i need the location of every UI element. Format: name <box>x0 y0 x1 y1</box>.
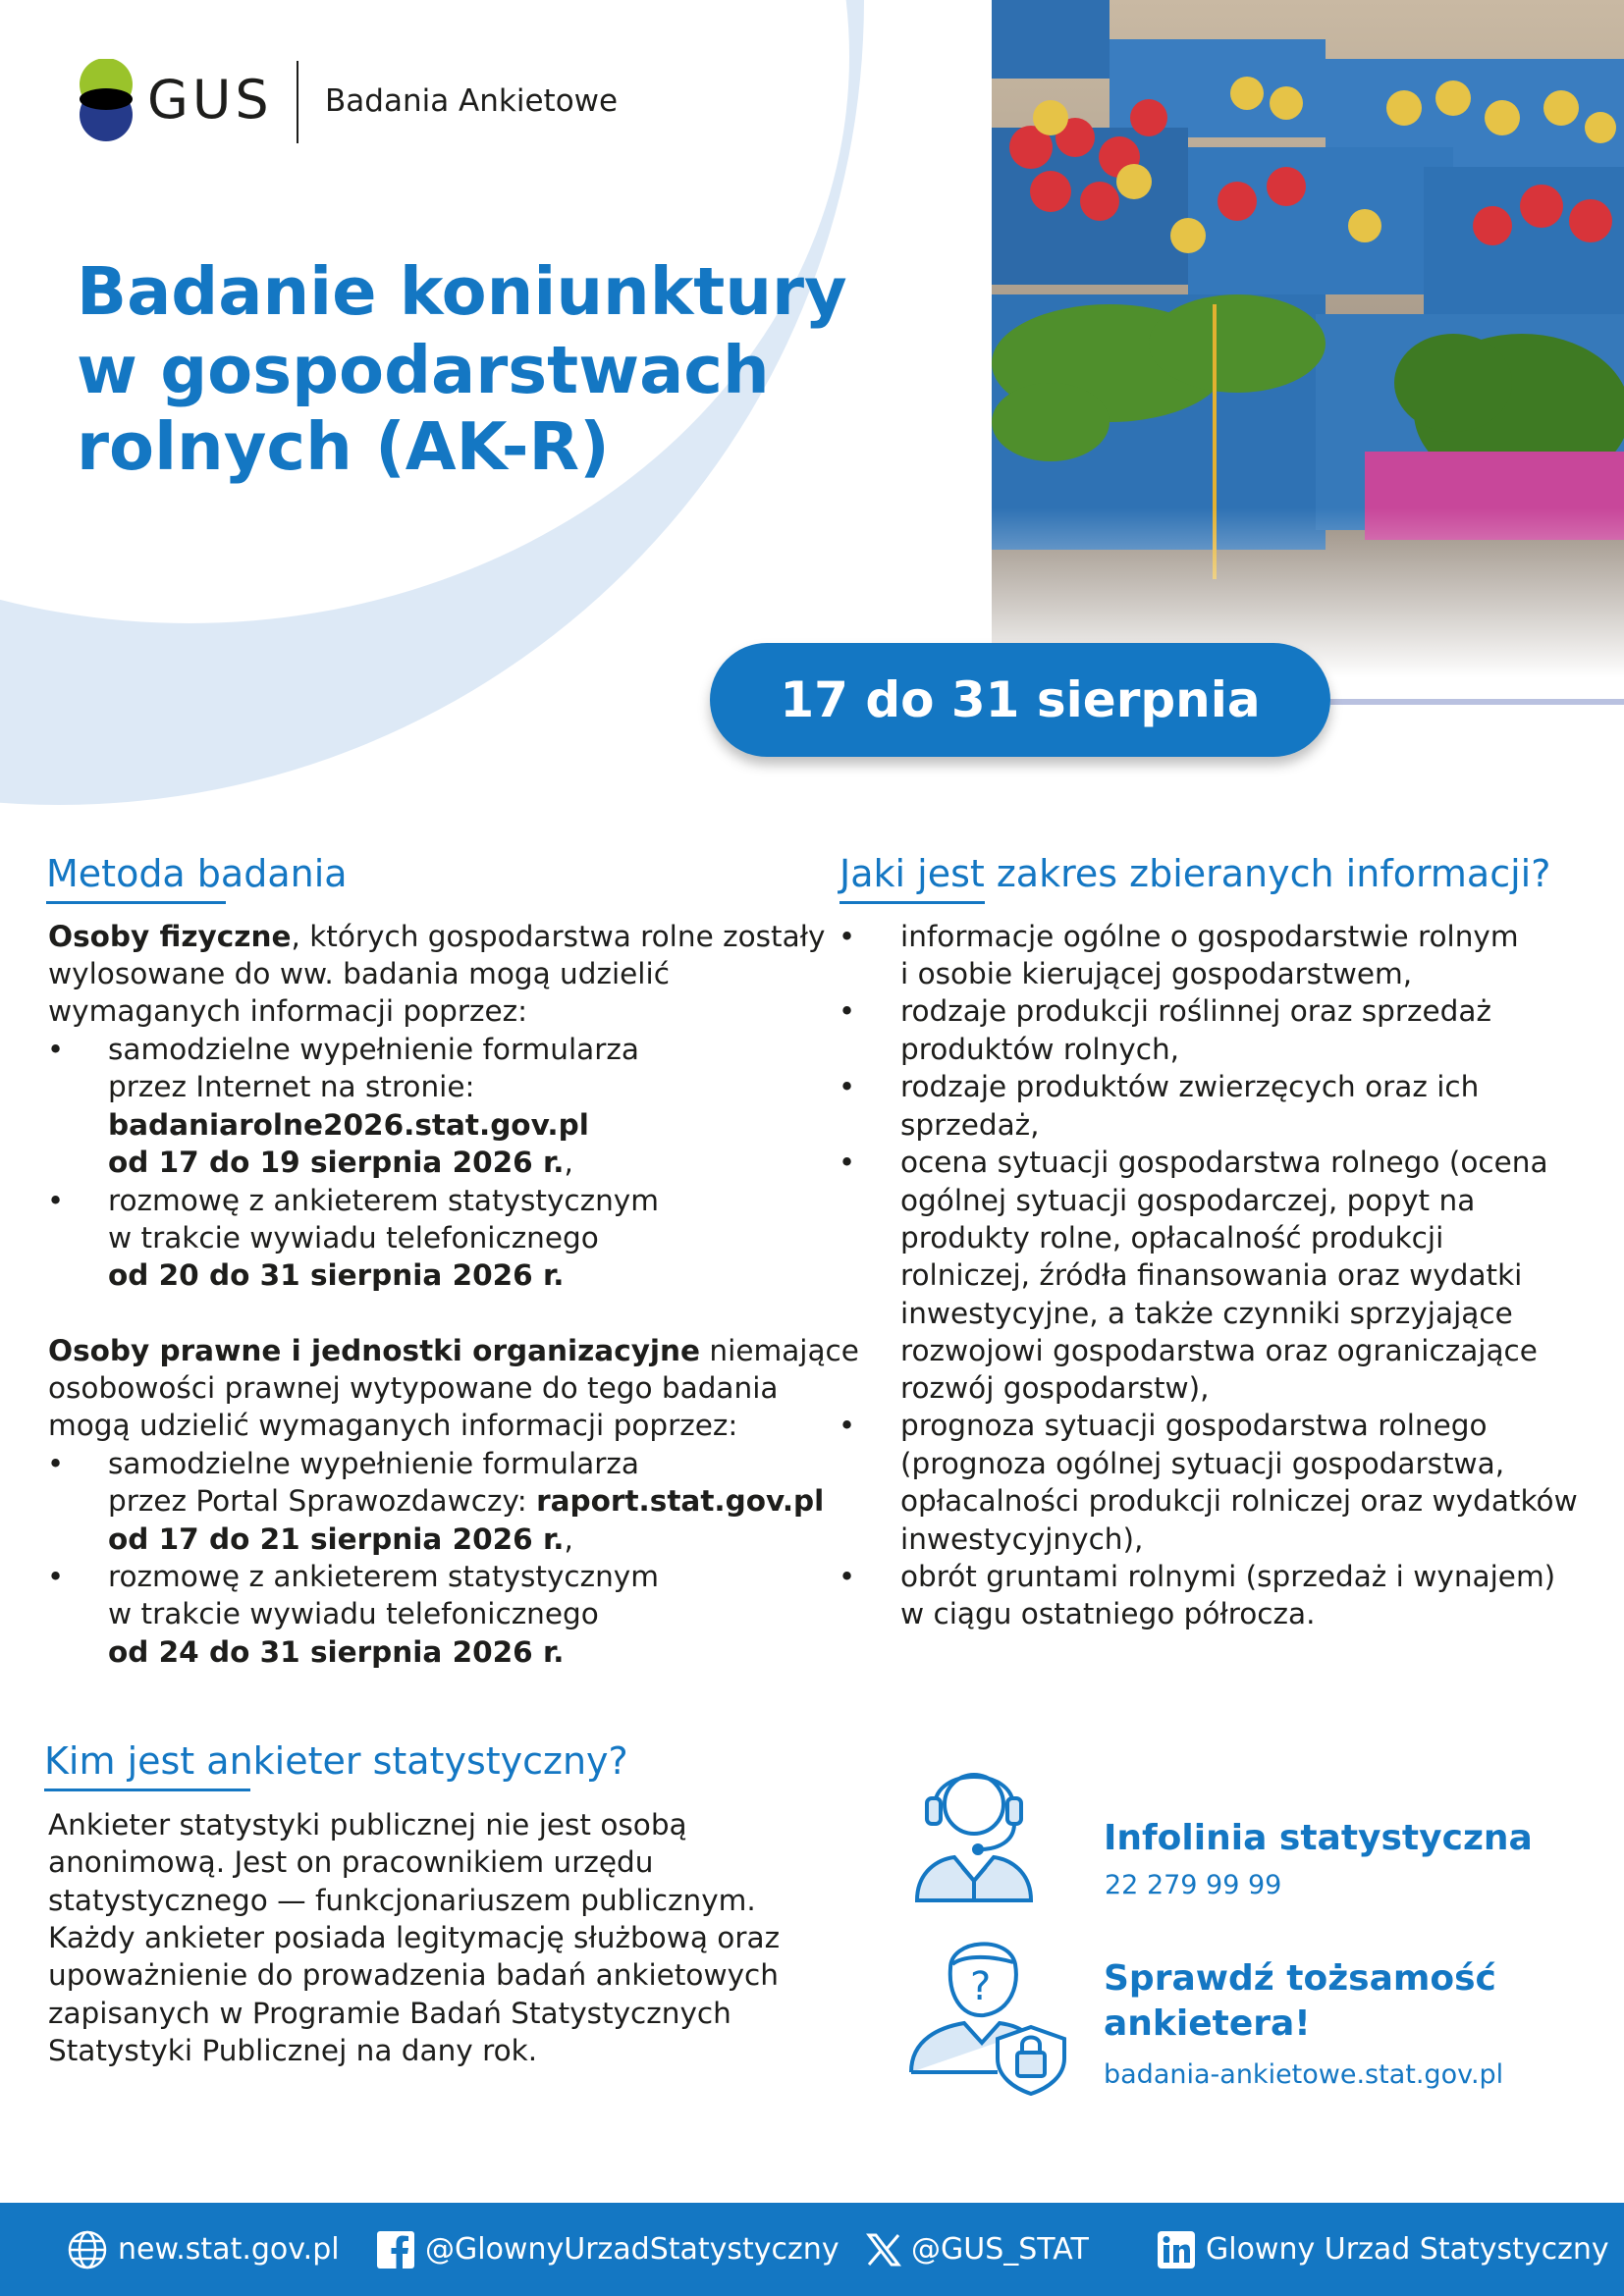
survey-website-link[interactable]: badaniarolne2026.stat.gov.pl <box>108 1108 589 1142</box>
metoda-bullet-4: rozmowę z ankieterem statystycznym <box>108 1560 660 1593</box>
ankieter-text-line: zapisanych w Programie Badań Statystycznych <box>48 1997 731 2030</box>
bullet-dot: • <box>839 920 856 953</box>
zakres-item-line: informacje ogólne o gospodarstwie rolnym <box>900 920 1519 953</box>
zakres-item-line: produktów rolnych, <box>900 1033 1180 1066</box>
metoda-bullet-3: samodzielne wypełnienie formularza <box>108 1447 639 1480</box>
date-accent-line <box>1330 699 1624 705</box>
metoda-bullet-2-dates: od 20 do 31 sierpnia 2026 r. <box>108 1258 565 1292</box>
ankieter-text-line: Każdy ankieter posiada legitymację służbową oraz <box>48 1921 781 1954</box>
ankieter-heading-underline <box>44 1789 250 1791</box>
ankieter-heading: Kim jest ankieter statystyczny? <box>44 1739 628 1783</box>
footer-linkedin-label: Glowny Urzad Statystyczny <box>1206 2232 1609 2267</box>
bullet-dot: • <box>839 1070 856 1103</box>
zakres-item-line: inwestycyjnych), <box>900 1522 1144 1556</box>
zakres-item-line: rozwój gospodarstw), <box>900 1371 1210 1405</box>
zakres-item-line: prognoza sytuacji gospodarstwa rolnego <box>900 1409 1488 1442</box>
infolinia-phone[interactable]: 22 279 99 99 <box>1105 1870 1282 1900</box>
header-divider <box>297 61 298 143</box>
metoda-bullet-1-dates: od 17 do 19 sierpnia 2026 r., <box>108 1146 573 1179</box>
metoda-bullet-4-dates: od 24 do 31 sierpnia 2026 r. <box>108 1635 565 1669</box>
zakres-item-line: w ciągu ostatniego półrocza. <box>900 1597 1316 1630</box>
zakres-item-line: ogólnej sytuacji gospodarczej, popyt na <box>900 1184 1476 1217</box>
footer-linkedin[interactable] <box>1157 2203 1609 2296</box>
footer-facebook-label: @GlownyUrzadStatystyczny <box>425 2232 839 2267</box>
zakres-item-line: produkty rolne, opłacalność produkcji <box>900 1221 1444 1255</box>
footer-x-label: @GUS_STAT <box>911 2232 1089 2267</box>
headset-agent-icon <box>909 1747 1039 1908</box>
ankieter-text-line: Ankieter statystyki publicznej nie jest osobą <box>48 1808 687 1842</box>
metoda-paragraph-2: Osoby prawne i jednostki organizacyjne niemające <box>48 1334 859 1367</box>
globe-icon <box>67 2229 108 2270</box>
bullet-dot: • <box>47 1184 65 1217</box>
bullet-dot: • <box>47 1560 65 1593</box>
metoda-bullet-1: samodzielne wypełnienie formularza <box>108 1033 639 1066</box>
facebook-icon <box>376 2230 415 2269</box>
page-title-line: rolnych (AK-R) <box>77 408 610 485</box>
metoda-bullet-2: rozmowę z ankieterem statystycznym <box>108 1184 660 1217</box>
metoda-heading-underline <box>46 901 226 904</box>
zakres-item-line: inwestycyjne, a także czynniki sprzyjające <box>900 1297 1513 1330</box>
gus-logo-icon <box>77 59 139 143</box>
footer-facebook[interactable] <box>376 2203 839 2296</box>
linkedin-icon <box>1157 2230 1196 2269</box>
ankieter-text-line: statystycznego — funkcjonariuszem publicznym. <box>48 1884 756 1917</box>
page-title-line: Badanie koniunktury <box>77 253 847 330</box>
metoda-bullet-3-line: przez Portal Sprawozdawczy: raport.stat.gov.pl <box>108 1484 825 1518</box>
zakres-item-line: obrót gruntami rolnymi (sprzedaż i wynajem) <box>900 1560 1556 1593</box>
portal-link[interactable]: raport.stat.gov.pl <box>536 1484 825 1518</box>
metoda-bullet-2-line: w trakcie wywiadu telefonicznego <box>108 1221 599 1255</box>
zakres-item-line: rodzaje produktów zwierzęcych oraz ich <box>900 1070 1480 1103</box>
metoda-paragraph-1-line: wymaganych informacji poprzez: <box>48 994 528 1028</box>
metoda-paragraph-2-line: mogą udzielić wymaganych informacji poprzez: <box>48 1409 738 1442</box>
date-badge: 17 do 31 sierpnia 2026 r. <box>710 643 1330 757</box>
x-icon <box>866 2232 901 2268</box>
metoda-paragraph-1: Osoby fizyczne, których gospodarstwa rolne zostały <box>48 920 826 953</box>
metoda-paragraph-2-line: osobowości prawnej wytypowane do tego badania <box>48 1371 779 1405</box>
footer-bar <box>0 2203 1624 2296</box>
zakres-item-line: rozwojowi gospodarstwa oraz ograniczające <box>900 1334 1538 1367</box>
svg-text:?: ? <box>970 1964 992 2009</box>
gus-logo-text: GUS <box>147 69 273 131</box>
bullet-dot: • <box>839 1146 856 1179</box>
zakres-item-line: opłacalności produkcji rolniczej oraz wydatków <box>900 1484 1578 1518</box>
verify-title: Sprawdź tożsamość <box>1104 1958 1496 1999</box>
verify-url-link[interactable]: badania-ankietowe.stat.gov.pl <box>1104 2059 1504 2090</box>
bullet-dot: • <box>839 1560 856 1593</box>
verify-title-line: ankietera! <box>1104 2003 1311 2044</box>
metoda-heading: Metoda badania <box>46 852 348 895</box>
identity-shield-icon <box>907 1929 1072 2100</box>
metoda-bullet-4-line: w trakcie wywiadu telefonicznego <box>108 1597 599 1630</box>
zakres-heading: Jaki jest zakres zbieranych informacji? <box>839 852 1551 895</box>
page-title-line: w gospodarstwach <box>77 332 770 408</box>
metoda-bullet-3-dates: od 17 do 21 sierpnia 2026 r., <box>108 1522 573 1556</box>
bullet-dot: • <box>839 1409 856 1442</box>
zakres-item-line: sprzedaż, <box>900 1108 1040 1142</box>
zakres-item-line: i osobie kierującej gospodarstwem, <box>900 957 1413 990</box>
ankieter-text-line: upoważnienie do prowadzenia badań ankietowych <box>48 1958 779 1992</box>
market-photo <box>992 0 1624 677</box>
zakres-item-line: (prognoza ogólnej sytuacji gospodarstwa, <box>900 1447 1505 1480</box>
bullet-dot: • <box>47 1033 65 1066</box>
ankieter-text-line: Statystyki Publicznej na dany rok. <box>48 2034 538 2067</box>
footer-x[interactable] <box>866 2203 1089 2296</box>
zakres-heading-underline <box>839 901 985 904</box>
bullet-dot: • <box>47 1447 65 1480</box>
zakres-item-line: rolniczej, źródła finansowania oraz wydatki <box>900 1258 1523 1292</box>
footer-website-label: new.stat.gov.pl <box>118 2232 340 2267</box>
zakres-item-line: ocena sytuacji gospodarstwa rolnego (ocena <box>900 1146 1548 1179</box>
zakres-item-line: rodzaje produkcji roślinnej oraz sprzedaż <box>900 994 1491 1028</box>
header-subtitle: Badania Ankietowe <box>325 83 619 119</box>
metoda-paragraph-1-line: wylosowane do ww. badania mogą udzielić <box>48 957 670 990</box>
bullet-dot: • <box>839 994 856 1028</box>
footer-website[interactable] <box>67 2203 340 2296</box>
ankieter-text-line: anonimową. Jest on pracownikiem urzędu <box>48 1845 654 1879</box>
metoda-bullet-1-line: przez Internet na stronie: <box>108 1070 475 1103</box>
infolinia-title: Infolinia statystyczna <box>1104 1818 1533 1858</box>
